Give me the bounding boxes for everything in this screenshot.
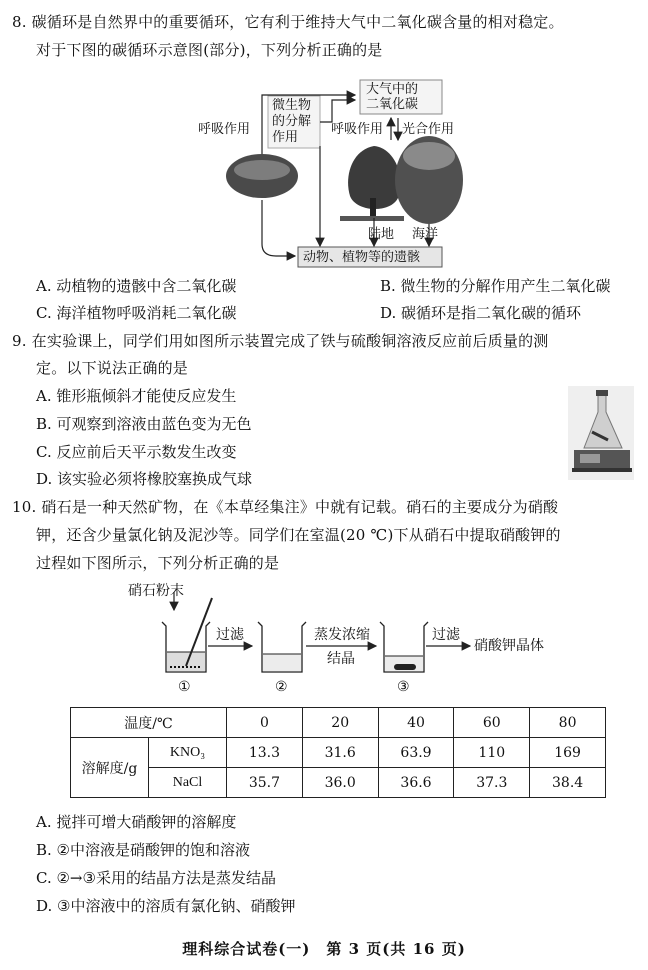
ocean-label: 海洋 <box>412 227 439 242</box>
solubility-table <box>70 707 606 798</box>
q8-option-d: D. 碳循环是指二氧化碳的循环 <box>380 304 582 322</box>
step2-label-2: 结晶 <box>327 651 355 667</box>
q10-option-b: B. ②中溶液是硝酸钾的饱和溶液 <box>36 841 251 859</box>
beaker-label-3: ③ <box>397 679 410 695</box>
step2-label-1: 蒸发浓缩 <box>314 627 370 643</box>
microbe-label-1: 微生物 <box>272 98 312 113</box>
step1-label: 过滤 <box>216 627 244 643</box>
q8-option-c: C. 海洋植物呼吸消耗二氧化碳 <box>36 304 237 322</box>
q10-stem-line3: 过程如下图所示，下列分析正确的是 <box>36 554 280 572</box>
solubility-header: 溶解度/g <box>71 738 149 798</box>
table-row <box>71 768 606 798</box>
land-label: 陆地 <box>368 227 395 242</box>
product-label: 硝酸钾晶体 <box>474 638 544 654</box>
temp-cell: 40 <box>378 708 454 738</box>
temp-cell: 0 <box>227 708 303 738</box>
q10-option-d: D. ③中溶液中的溶质有氯化钠、硝酸钾 <box>36 897 296 915</box>
atmosphere-label-2: 二氧化碳 <box>366 97 419 112</box>
q9-option-a: A. 锥形瓶倾斜才能使反应发生 <box>36 387 237 405</box>
respiration-right-label: 呼吸作用 <box>331 122 384 137</box>
q8-stem-line1: 8. 碳循环是自然界中的重要循环，它有利于维持大气中二氧化碳含量的相对稳定。 <box>12 13 564 31</box>
q10-option-c: C. ②→③采用的结晶方法是蒸发结晶 <box>36 869 276 887</box>
q10-option-a: A. 搅拌可增大硝酸钾的溶解度 <box>36 813 237 831</box>
beaker-label-1: ① <box>178 679 191 695</box>
q8-stem-line2: 对于下图的碳循环示意图(部分)，下列分析正确的是 <box>36 41 383 59</box>
q10-stem-line1: 10. 硝石是一种天然矿物，在《本草经集注》中就有记载。硝石的主要成分为硝酸 <box>12 498 559 516</box>
page-footer: 理科综合试卷(一) 第 3 页(共 16 页) <box>182 940 466 958</box>
kno3-cell: 31.6 <box>302 738 378 768</box>
powder-label: 硝石粉末 <box>128 583 184 599</box>
q9-option-d: D. 该实验必须将橡胶塞换成气球 <box>36 470 253 488</box>
atmosphere-label-1: 大气中的 <box>366 82 419 97</box>
microbe-label-2: 的分解 <box>272 114 312 129</box>
table-row <box>71 708 606 738</box>
table-row <box>71 738 606 768</box>
q8-option-a: A. 动植物的遗骸中含二氧化碳 <box>36 277 237 295</box>
q10-stem-line2: 钾，还含少量氯化钠及泥沙等。同学们在室温(20 ℃)下从硝石中提取硝酸钾的 <box>36 526 561 544</box>
q9-stem-line2: 定。以下说法正确的是 <box>36 359 189 377</box>
nacl-cell: 37.3 <box>454 768 530 798</box>
photosynthesis-label: 光合作用 <box>402 122 455 137</box>
kno3-cell: 13.3 <box>227 738 303 768</box>
kno3-cell: 63.9 <box>378 738 454 768</box>
temp-cell: 80 <box>530 708 606 738</box>
q9-option-c: C. 反应前后天平示数发生改变 <box>36 443 237 461</box>
nacl-cell: 36.6 <box>378 768 454 798</box>
kno3-cell: 110 <box>454 738 530 768</box>
temp-cell: 20 <box>302 708 378 738</box>
nacl-cell: 35.7 <box>227 768 303 798</box>
nacl-cell: 38.4 <box>530 768 606 798</box>
remains-label: 动物、植物等的遗骸 <box>303 250 421 265</box>
beaker-label-2: ② <box>275 679 288 695</box>
respiration-left-label: 呼吸作用 <box>198 122 251 137</box>
q8-option-b: B. 微生物的分解作用产生二氧化碳 <box>380 277 611 295</box>
q9-stem-line1: 9. 在实验课上，同学们用如图所示装置完成了铁与硫酸铜溶液反应前后质量的测 <box>12 332 549 350</box>
temp-cell: 60 <box>454 708 530 738</box>
kno3-cell: 169 <box>530 738 606 768</box>
temp-header: 温度/℃ <box>71 708 227 738</box>
nacl-cell: 36.0 <box>302 768 378 798</box>
kno3-label: KNO₃ <box>149 738 227 768</box>
step3-label: 过滤 <box>432 627 460 643</box>
microbe-label-3: 作用 <box>272 130 299 145</box>
q9-option-b: B. 可观察到溶液由蓝色变为无色 <box>36 415 252 433</box>
nacl-label: NaCl <box>149 768 227 798</box>
